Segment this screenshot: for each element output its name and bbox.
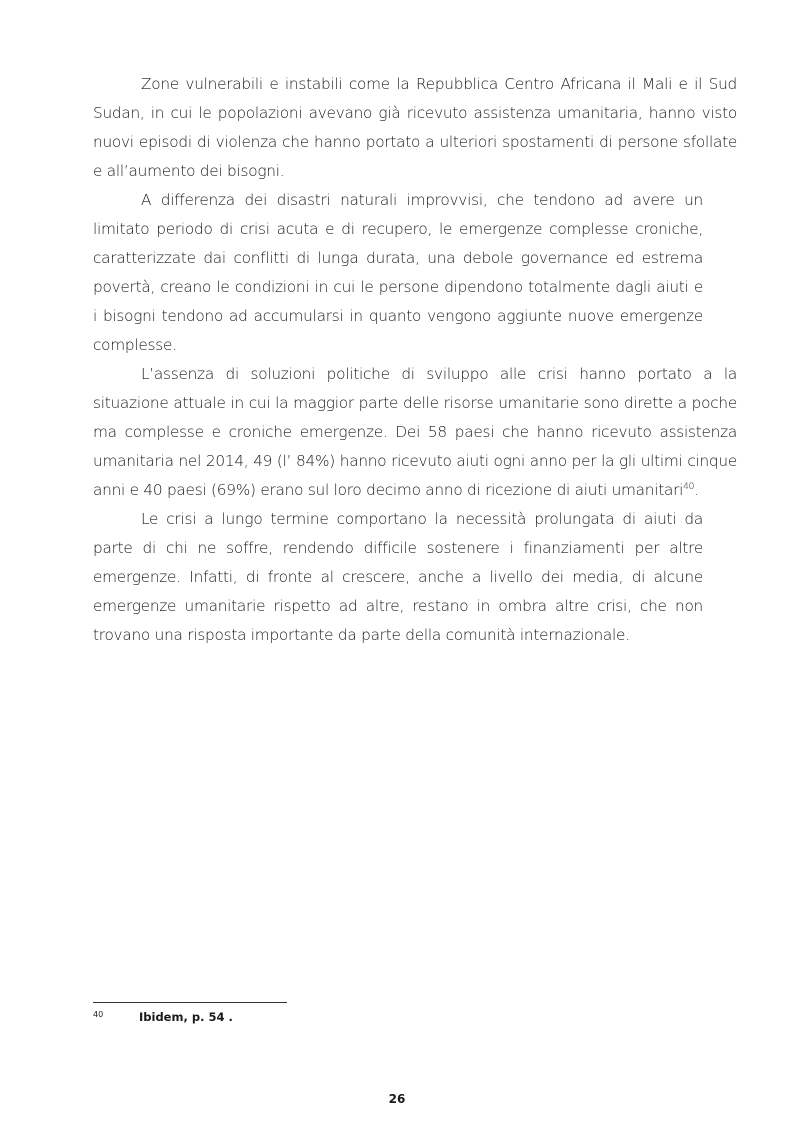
paragraph-3-text: L’assenza di soluzioni politiche di sviluppo alle crisi hanno portato a la situazione attuale in cui la maggior parte delle risorse umanitarie sono dirette a poche ma complesse e croniche emergenze. Dei 58 paesi che hanno ricevuto assistenza umanitaria nel 2014, 49 (l’ 84%) hanno ricevuto aiuti ogni anno per la gli ultimi cinque anni e 40 paesi (69%) erano sul loro decimo anno di ricezione di aiuti umanitari bbox=[93, 365, 737, 499]
footnote-separator bbox=[93, 1002, 287, 1003]
paragraph-4: Le crisi a lungo termine comportano la necessità prolungata di aiuti da parte di chi ne soffre, rendendo difficile sostenere i finanziamenti per altre emergenze. Infatti, di fronte al crescere, anche a livello dei media, di alcune emergenze umanitarie rispetto ad altre, restano in ombra altre crisi, che non trovano una risposta importante da parte della comunità internazionale. bbox=[93, 510, 703, 644]
footnote-number: 40 bbox=[93, 1010, 104, 1019]
body-text bbox=[93, 70, 737, 650]
page-number: 26 bbox=[388, 1092, 406, 1106]
paragraph-3-end: . bbox=[694, 481, 699, 499]
footnote-text: Ibidem, p. 54 . bbox=[139, 1010, 233, 1024]
paragraph-2: A differenza dei disastri naturali improvvisi, che tendono ad avere un limitato periodo di crisi acuta e di recupero, le emergenze complesse croniche, caratterizzate dai conflitti di lunga durata, una debole governance ed estrema povertà, creano le condizioni in cui le persone dipendono totalmente dagli aiuti e i bisogni tendono ad accumularsi in quanto vengono aggiunte nuove emergenze complesse. bbox=[93, 191, 703, 354]
paragraph-3 bbox=[93, 360, 737, 505]
footnote-reference[interactable]: 40 bbox=[683, 481, 695, 492]
footnote bbox=[93, 1010, 233, 1025]
paragraph-1: Zone vulnerabili e instabili come la Repubblica Centro Africana il Mali e il Sud Sudan, in cui le popolazioni avevano già ricevuto assistenza umanitaria, hanno visto nuovi episodi di violenza che hanno portato a ulteriori spostamenti di persone sfollate e all’aumento dei bisogni. bbox=[93, 75, 737, 180]
